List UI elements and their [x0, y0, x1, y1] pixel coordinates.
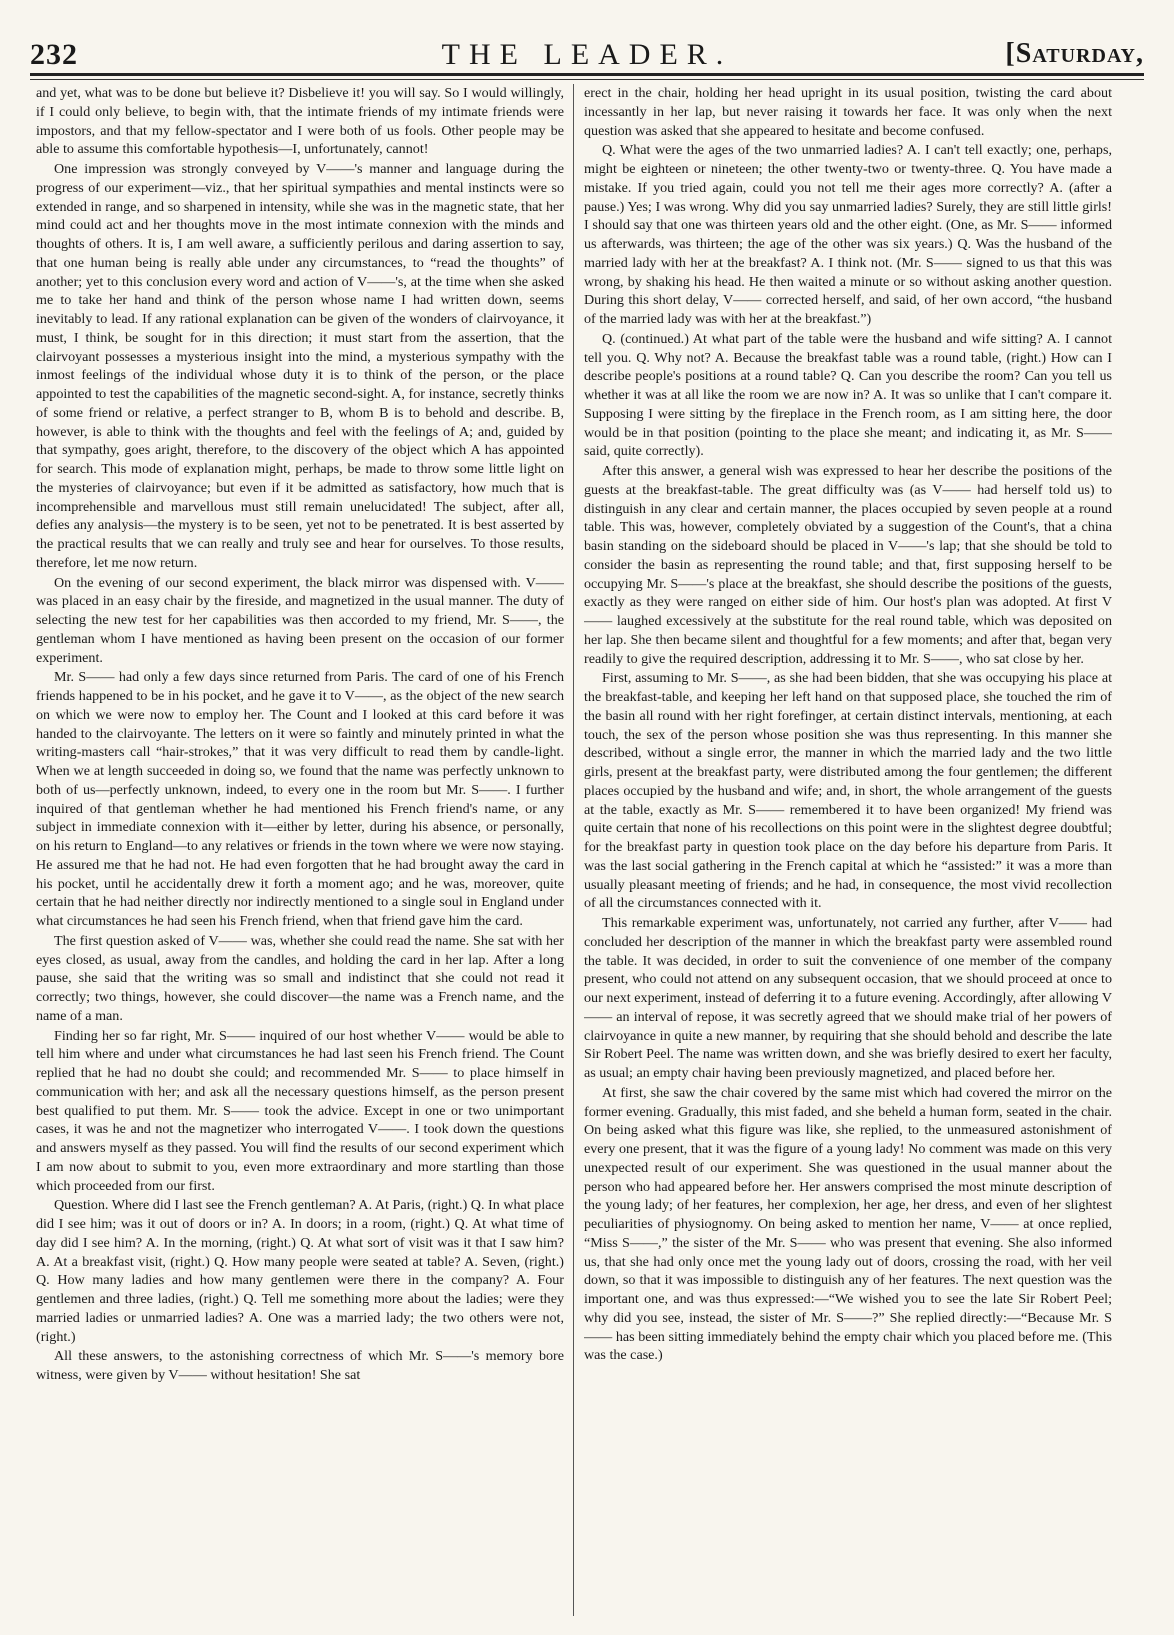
paragraph: The first question asked of V—— was, whether she could read the name. She sat with her eyes closed, as usual, away from the candles, and holding the card in her lap. After a long pause, she said that the writing was so small and indistinct that she could not read it correctly; two things, however, she could discover—the name was a French name, and the name of a man. — [36, 932, 564, 1024]
paragraph: All these answers, to the astonishing correctness of which Mr. S——'s memory bore witness, were given by V—— without hesitation! She sat — [36, 1348, 564, 1383]
paper-title: THE LEADER. — [441, 38, 733, 71]
paragraph: erect in the chair, holding her head upright in its usual position, twisting the card about incessantly in her lap, but never raising it towards her face. It was only when the next question was asked that she appeared to hesitate and become confused. — [584, 85, 1112, 139]
masthead-rule-thin — [30, 79, 1144, 80]
masthead-rule-thick — [30, 73, 1144, 76]
paragraph: One impression was strongly conveyed by V——'s manner and language during the progress of our experiment—viz., that her spiritual sympathies and mental instincts were so extended in range, and so sharpened in intensity, while she was in the magnetic state, that her mind could act and her thoughts move in the most intimate connexion with the minds and thoughts of others. It is, I am well aware, a sufficiently perilous and daring assertion to say, that one human being is really able under any circumstances, to “read the thoughts” of another; yet to this conclusion every word and action of V——'s, at the time when she asked me to take her hand and think of the person whose name I had written down, seems inevitably to lead. If any rational explanation can be given of the wonders of clairvoyance, it must, I think, be sought for in this direction; it must start from the assertion, that the clairvoyant possesses a mysterious insight into the mind, a mysterious sympathy with the inmost feelings of the individual whose duty it is to think of the person, or the place appointed to test the capabilities of the magnetic second-sight. A, for instance, secretly thinks of some friend or relative, a perfect stranger to B, whom B is to behold and describe. B, however, is able to think with the thoughts and feel with the feelings of A; and, guided by that sympathy, goes aright, therefore, to the discovery of the object which A has appointed for search. This mode of explanation might, perhaps, be made to throw some little light on the mysteries of clairvoyance; but even if it be admitted as satisfactory, how much that is incomprehensible and marvellous must still remain unelucidated! The subject, after all, defies any analysis—the mystery is to be seen, yet not to be penetrated. It is best asserted by the practical results that we can really and truly see and hear for ourselves. To those results, therefore, let me now return. — [36, 161, 564, 571]
issue-day: [Saturday, — [1005, 38, 1144, 69]
paragraph: On the evening of our second experiment, the black mirror was dispensed with. V—— was placed in an easy chair by the fireside, and magnetized in the usual manner. The duty of selecting the new test for her capabilities was then accorded to my friend, Mr. S——, the gentleman whom I have mentioned as having been present on the occasion of our former experiment. — [36, 574, 564, 666]
paragraph: First, assuming to Mr. S——, as she had been bidden, that she was occupying his place at the breakfast-table, and keeping her left hand on that supposed place, she touched the rim of the basin all round with her right forefinger, at certain distinct intervals, mentioning, at each touch, the sex of the person whose position she was thus representing. In this manner she described, without a single error, the manner in which the married lady and the two little girls, present at the breakfast party, were distributed among the four gentlemen; the different places occupied by the husband and wife; and, in short, the whole arrangement of the guests at the table, exactly as Mr. S—— remembered it to have been organized! My friend was quite certain that none of his recollections on this point were in the slightest degree doubtful; for the breakfast party in question took place on the day before his departure from Paris. It was the last social gathering in the French capital at which he “assisted:” it was a more than usually pleasant meeting of friends; and he had, in consequence, the most vivid recollection of all the circumstances connected with it. — [584, 670, 1112, 912]
paragraph: Mr. S—— had only a few days since returned from Paris. The card of one of his French friends happened to be in his pocket, and he gave it to V——, as the object of the new search on which we were now to employ her. The Count and I looked at this card before it was handed to the clairvoyante. The letters on it were so faintly and minutely printed in what the writing-masters call “hair-strokes,” that it was very difficult to read them by candle-light. When we at length succeeded in doing so, we found that the name was perfectly unknown to both of us—perfectly unknown, indeed, to every one in the room but Mr. S——. I further inquired of that gentleman whether he had mentioned his French friend's name, or any subject in immediate connexion with it—either by letter, during his absence, or personally, on his return to England—to any relatives or friends in the town where we were now staying. He assured me that he had not. He had even forgotten that he had brought away the card in his pocket, until he accidentally drew it forth a moment ago; and he was, moreover, quite certain that he had neither directly nor indirectly mentioned to a single soul in England under what circumstances he had seen his French friend, when that friend gave him the card. — [36, 669, 564, 929]
paragraph: This remarkable experiment was, unfortunately, not carried any further, after V—— had concluded her description of the manner in which the breakfast party were assembled round the table. It was decided, in order to suit the convenience of one member of the company present, who could not attend on any subsequent occasion, that we should proceed at once to our next experiment, instead of deferring it to a future evening. Accordingly, after allowing V—— an interval of repose, it was secretly agreed that we should make trial of her powers of clairvoyance in quite a new manner, by requiring that she should behold and describe the late Sir Robert Peel. The name was written down, and she was briefly desired to exert her faculty, as usual; an empty chair having been previously magnetized, and placed before her. — [584, 915, 1112, 1081]
paragraph: After this answer, a general wish was expressed to hear her describe the positions of the guests at the breakfast-table. The great difficulty was (as V—— had herself told us) to distinguish in any clear and certain manner, the places occupied by seven people at a round table. This was, however, completely obviated by a suggestion of the Count's, that a china basin standing on the sideboard should be placed in V——'s lap; that she should be told to consider the basin as representing the round table; and that, first supposing herself to be occupying Mr. S——'s place at the breakfast, she should describe the positions of the guests, exactly as they were ranged on either side of him. Our host's plan was adopted. At first V—— laughed excessively at the substitute for the real round table, which was deposited on her lap. She then became silent and thoughtful for a few moments; and after that, began very readily to give the required description, addressing it to Mr. S——, who sat close by her. — [584, 463, 1112, 667]
left-column — [36, 84, 564, 1624]
question-answer-paragraph: Q. What were the ages of the two unmarried ladies? A. I can't tell exactly; one, perhaps, might be eighteen or nineteen; the other twenty-two or twenty-three. Q. You have made a mistake. If you tried again, could you not tell me their ages more correctly? A. (after a pause.) Yes; I was wrong. Why did you say unmarried ladies? Surely, they are still little girls! I should say that one was thirteen years old and the other eight. (One, as Mr. S—— informed us afterwards, was thirteen; the age of the other was six years.) Q. Was the husband of the married lady with her at the breakfast? A. I think not. (Mr. S—— signed to us that this was wrong, by shaking his head. He then waited a minute or so without asking another question. During this short delay, V—— corrected herself, and said, of her own accord, “the husband of the married lady was with her at the breakfast.”) — [584, 142, 1112, 327]
question-answer-paragraph: Question. Where did I last see the French gentleman? A. At Paris, (right.) Q. In what place did I see him; was it out of doors or in? A. In doors; in a room, (right.) Q. At what time of day did I see him? A. In the morning, (right.) Q. At what sort of visit was it that I saw him? A. At a breakfast visit, (right.) Q. How many people were seated at table? A. Seven, (right.) Q. How many ladies and how many gentlemen were there in the company? A. Four gentlemen and three ladies, (right.) Q. Tell me something more about the ladies; were they married ladies or unmarried ladies? A. One was a married lady; the two others were not, (right.) — [36, 1197, 564, 1345]
masthead — [30, 38, 1144, 78]
paragraph: At first, she saw the chair covered by the same mist which had covered the mirror on the former evening. Gradually, this mist faded, and she beheld a human form, seated in the chair. On being asked what this figure was like, she replied, to the unmeasured astonishment of every one present, that it was the figure of a young lady! No comment was made on this very unexpected result of our experiment. She was questioned in the usual manner about the person who had appeared before her. Her answers comprised the most minute description of the young lady; of her features, her complexion, her age, her dress, and even of her slightest peculiarities of physiognomy. On being asked to mention her name, V—— at once replied, “Miss S——,” the sister of the Mr. S—— who was present that evening. She also informed us, that she had only once met the young lady out of doors, crossing the road, with her veil down, so that it was impossible to distinguish any of her features. The next question was the important one, and was thus expressed:—“We wished you to see the late Sir Robert Peel; why did you see, instead, the sister of Mr. S——?” She replied directly:—“Because Mr. S—— has been sitting immediately behind the empty chair which you placed before me. (This was the case.) — [584, 1084, 1112, 1364]
column-divider — [573, 84, 574, 1616]
page-number: 232 — [30, 38, 78, 71]
paragraph: and yet, what was to be done but believe it? Disbelieve it! you will say. So I would willingly, if I could only believe, to begin with, that the intimate friends of my intimate friends were impostors, and that my fellow-spectator and I were both of us fools. Other people may be able to assume this comfortable hypothesis—I, unfortunately, cannot! — [36, 85, 564, 158]
question-answer-paragraph: Q. (continued.) At what part of the table were the husband and wife sitting? A. I cannot tell you. Q. Why not? A. Because the breakfast table was a round table, (right.) How can I describe people's positions at a round table? Q. Can you describe the room? Can you tell us whether it was at all like the room we are now in? A. It was so unlike that I can't compare it. Supposing I were sitting by the fireplace in the French room, as I am sitting here, the door would be in that position (pointing to the place she meant; and indicating it, as Mr. S—— said, quite correctly). — [584, 330, 1112, 460]
paragraph: Finding her so far right, Mr. S—— inquired of our host whether V—— would be able to tell him where and under what circumstances he had last seen his French friend. The Count replied that he had no doubt she could; and recommended Mr. S—— to place himself in communication with her; and ask all the necessary questions himself, as the person present best qualified to put them. Mr. S—— took the advice. Except in one or two unimportant cases, it was he and not the magnetizer who interrogated V——. I took down the questions and answers myself as they passed. You will find the results of our second experiment which I am now about to submit to you, even more extraordinary and more startling than those which proceeded from our first. — [36, 1027, 564, 1194]
right-column — [584, 84, 1112, 1624]
